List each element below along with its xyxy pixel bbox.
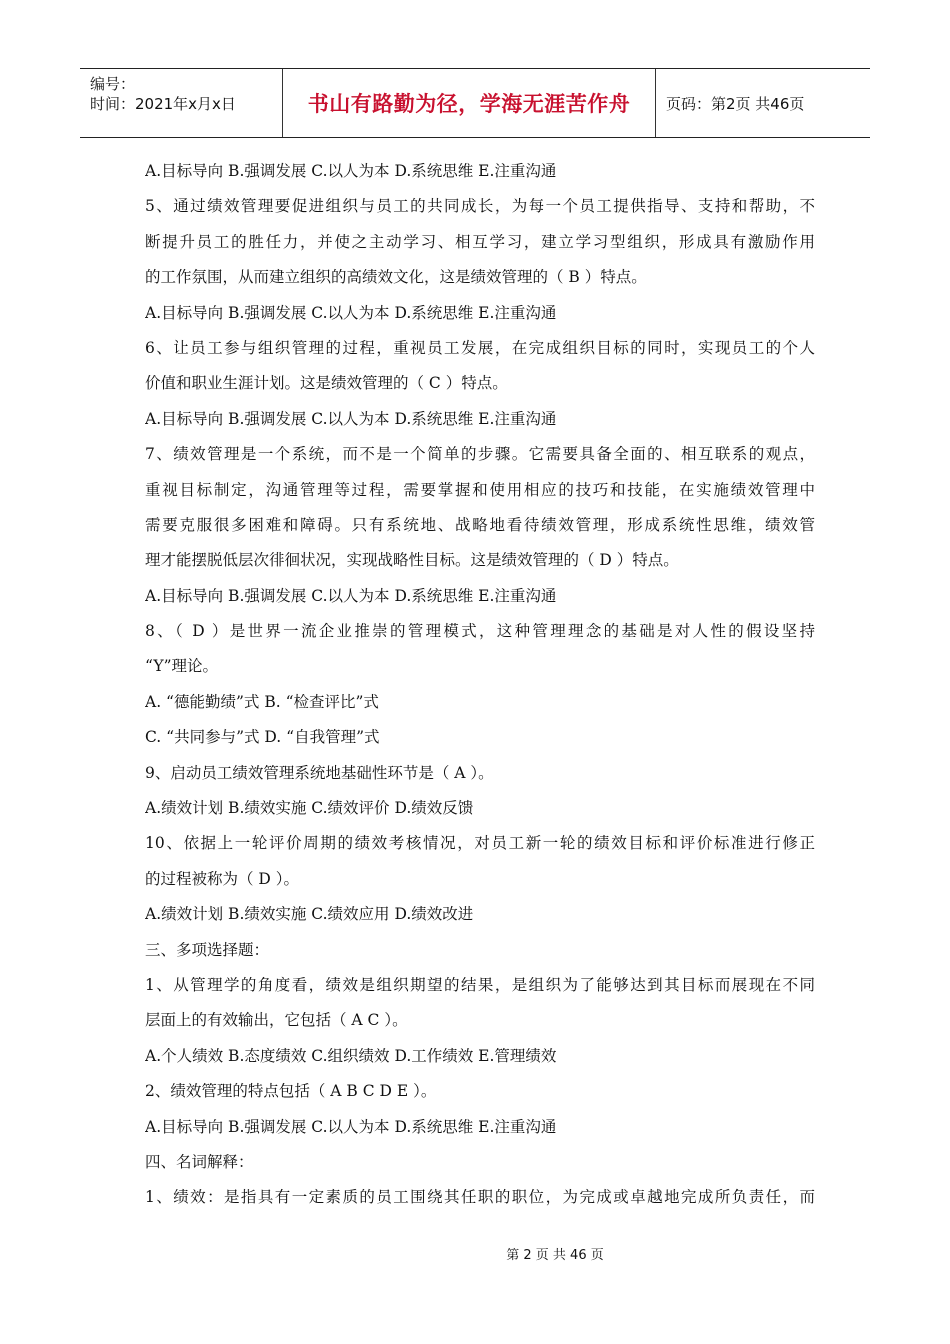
text-line: 10、依据上一轮评价周期的绩效考核情况，对员工新一轮的绩效目标和评价标准进行修正: [145, 834, 815, 853]
text-line: 价值和职业生涯计划。这是绩效管理的（ C ）特点。: [145, 374, 508, 393]
text-line: A.绩效计划 B.绩效实施 C.绩效应用 D.绩效改进: [145, 905, 474, 924]
text-line: A.目标导向 B.强调发展 C.以人为本 D.系统思维 E.注重沟通: [145, 586, 557, 605]
page-footer: [0, 1244, 950, 1263]
text-line: 四、名词解释：: [145, 1152, 254, 1171]
text-line: A.目标导向 B.强调发展 C.以人为本 D.系统思维 E.注重沟通: [145, 162, 557, 180]
text-line: 1、绩效：是指具有一定素质的员工围绕其任职的职位，为完成或卓越地完成所负责任，而: [145, 1188, 815, 1207]
header-page-info: 页码：第2页 共46页: [666, 94, 805, 113]
text-line: 层面上的有效输出，它包括（ A C ）。: [145, 1011, 408, 1030]
text-line: 5、通过绩效管理要促进组织与员工的共同成长，为每一个员工提供指导、支持和帮助，不: [145, 197, 815, 216]
text-line: 断提升员工的胜任力，并使之主动学习、相互学习，建立学习型组织，形成具有激励作用: [145, 232, 815, 251]
text-line: 1、从管理学的角度看，绩效是组织期望的结果，是组织为了能够达到其目标而展现在不同: [145, 975, 815, 994]
text-line: 的工作氛围，从而建立组织的高绩效文化，这是绩效管理的（ B ）特点。: [145, 268, 647, 287]
text-line: 8、（ D ）是世界一流企业推崇的管理模式，这种管理理念的基础是对人性的假设坚持: [145, 622, 815, 641]
header-meta-cell: [80, 69, 283, 137]
text-line: A.目标导向 B.强调发展 C.以人为本 D.系统思维 E.注重沟通: [145, 303, 557, 322]
text-line: 的过程被称为（ D ）。: [145, 869, 300, 888]
text-line: 7、绩效管理是一个系统，而不是一个简单的步骤。它需要具备全面的、相互联系的观点，: [145, 445, 815, 464]
text-line: A.目标导向 B.强调发展 C.以人为本 D.系统思维 E.注重沟通: [145, 1117, 557, 1136]
text-line: C. “共同参与”式 D. “自我管理”式: [145, 728, 380, 747]
text-line: 6、让员工参与组织管理的过程，重视员工发展，在完成组织目标的同时，实现员工的个人: [145, 338, 815, 357]
text-line: 重视目标制定，沟通管理等过程，需要掌握和使用相应的技巧和技能，在实施绩效管理中: [145, 480, 815, 499]
document-number-label: 编号：: [90, 75, 136, 93]
text-line: 需要克服很多困难和障碍。只有系统地、战略地看待绩效管理，形成系统性思维，绩效管: [145, 515, 815, 534]
text-line: 理才能摆脱低层次徘徊状况，实现战略性目标。这是绩效管理的（ D ）特点。: [145, 551, 679, 570]
text-line: A.个人绩效 B.态度绩效 C.组织绩效 D.工作绩效 E.管理绩效: [145, 1046, 557, 1065]
text-line: 9、启动员工绩效管理系统地基础性环节是（ A ）。: [145, 763, 494, 782]
text-line: 三、多项选择题：: [145, 940, 270, 959]
document-body: [145, 154, 815, 1216]
footer-page-number: 第 2 页 共 46 页: [506, 1248, 604, 1263]
header-motto-cell: [283, 69, 656, 137]
text-line: 2、绩效管理的特点包括（ A B C D E ）。: [145, 1082, 437, 1101]
header-page-cell: [656, 69, 870, 137]
page-header: [80, 68, 870, 138]
header-motto: 书山有路勤为径，学海无涯苦作舟: [307, 92, 631, 116]
text-line: A.目标导向 B.强调发展 C.以人为本 D.系统思维 E.注重沟通: [145, 409, 557, 428]
document-date-label: 时间：2021年x月x日: [90, 95, 236, 113]
text-line: A. “德能勤绩”式 B. “检查评比”式: [145, 692, 379, 711]
text-line: A.绩效计划 B.绩效实施 C.绩效评价 D.绩效反馈: [145, 799, 474, 818]
text-line: “Y”理论。: [145, 657, 219, 676]
